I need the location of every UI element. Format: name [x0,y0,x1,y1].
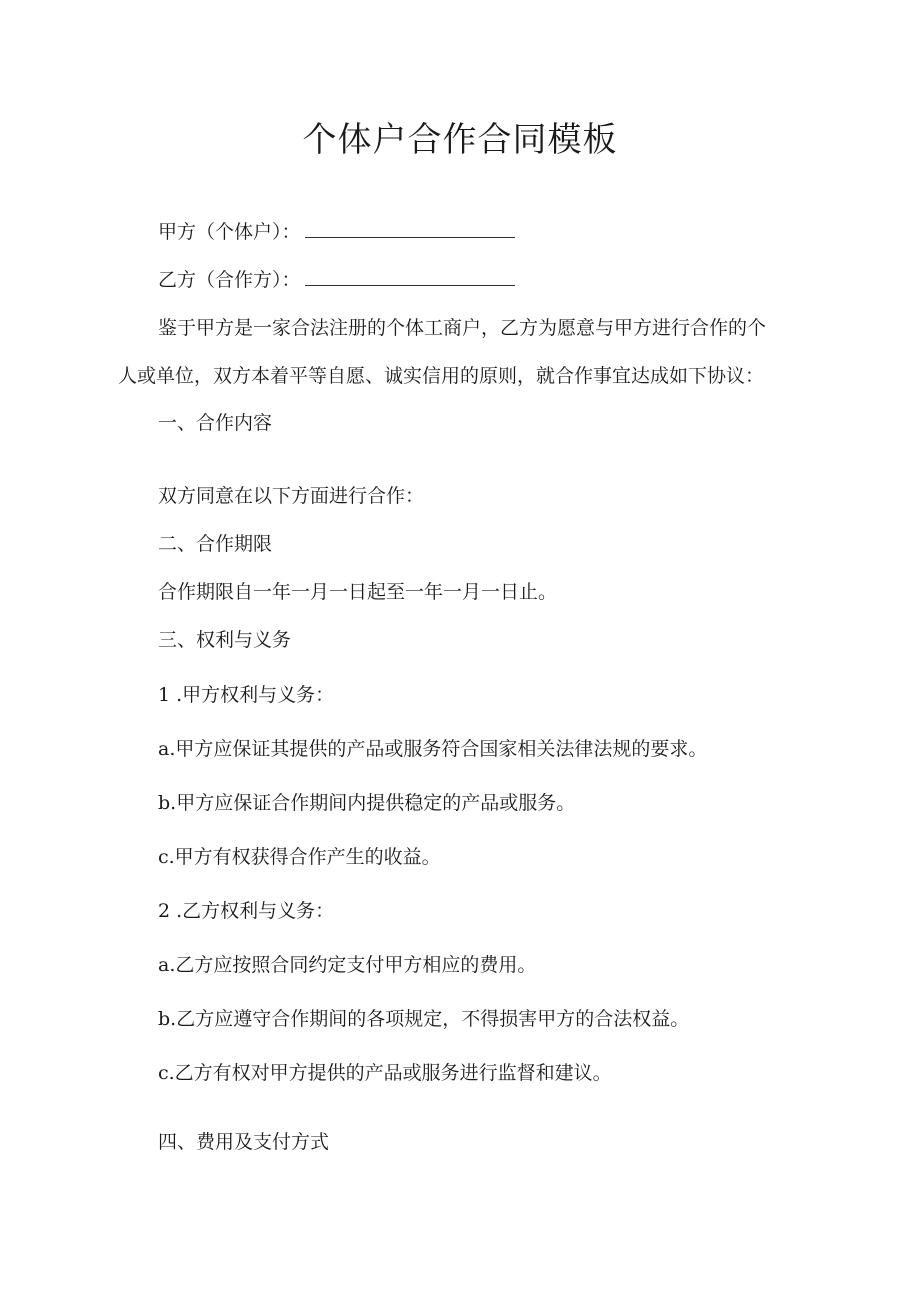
party-b-line [158,266,515,294]
party-a-blank [305,219,515,238]
preamble-line-2: 人或单位，双方本着平等自愿、诚实信用的原则，就合作事宜达成如下协议： [118,365,765,387]
sub-1-heading: 1 .甲方权利与义务： [158,684,335,706]
sub-1-item-c: c.甲方有权获得合作产生的收益。 [158,846,441,868]
section-1-heading: 一、合作内容 [158,412,273,434]
sub-2-item-c: c.乙方有权对甲方提供的产品或服务进行监督和建议。 [158,1062,612,1084]
section-1-text: 双方同意在以下方面进行合作： [158,485,425,507]
party-b-blank [305,267,515,286]
section-4-heading: 四、费用及支付方式 [158,1131,330,1153]
party-a-line [158,218,515,246]
document-title: 个体户合作合同模板 [302,120,618,160]
sub-2-item-a: a.乙方应按照合同约定支付甲方相应的费用。 [158,954,537,976]
party-a-label: 甲方（个体户）： [158,221,301,243]
sub-1-item-b: b.甲方应保证合作期间内提供稳定的产品或服务。 [158,792,576,814]
sub-2-item-b: b.乙方应遵守合作期间的各项规定，不得损害甲方的合法权益。 [158,1008,690,1030]
party-b-label: 乙方（合作方）： [158,269,301,291]
section-2-heading: 二、合作期限 [158,533,273,555]
section-3-heading: 三、权利与义务 [158,629,292,651]
sub-1-item-a: a.甲方应保证其提供的产品或服务符合国家相关法律法规的要求。 [158,738,708,760]
sub-2-heading: 2 .乙方权利与义务： [158,900,335,922]
preamble-line-1: 鉴于甲方是一家合法注册的个体工商户，乙方为愿意与甲方进行合作的个 [158,317,767,339]
section-2-text: 合作期限自一年一月一日起至一年一月一日止。 [158,581,558,603]
